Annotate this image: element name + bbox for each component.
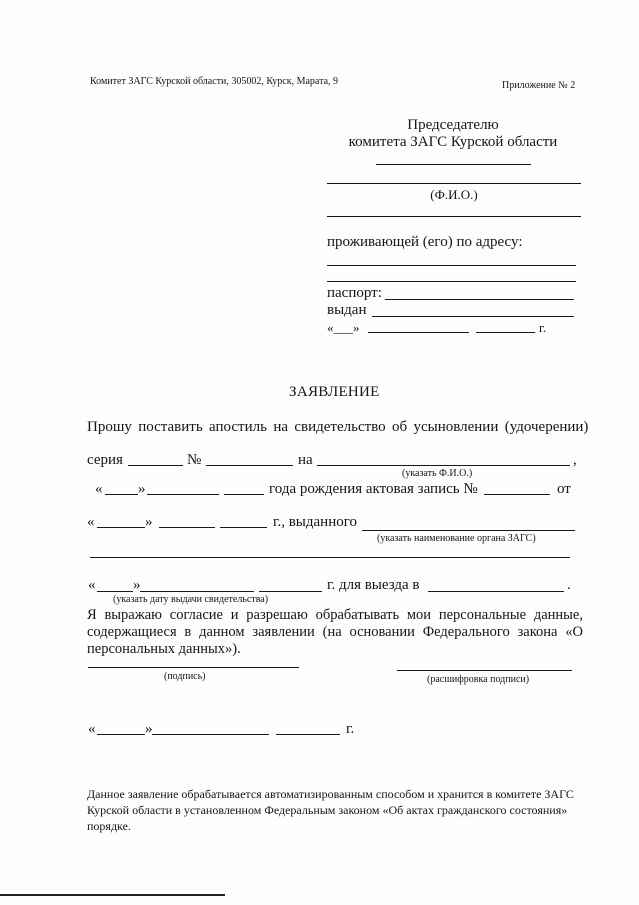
issue-day-field[interactable] bbox=[97, 591, 133, 592]
chairman-name-field[interactable] bbox=[376, 164, 531, 165]
passport-date-day: «___» bbox=[327, 320, 360, 335]
signature-caption: (подпись) bbox=[164, 671, 206, 682]
record-day-field[interactable] bbox=[97, 527, 145, 528]
scan-edge-line bbox=[0, 894, 225, 896]
series-field[interactable] bbox=[128, 465, 183, 466]
travel-text: г. для выезда в bbox=[327, 577, 420, 593]
fio-caption: (Ф.И.О.) bbox=[430, 187, 478, 202]
passport-date-year-field[interactable] bbox=[476, 332, 535, 333]
request-text: Прошу поставить апостиль на свидетельство об усыновлении (удочерении) bbox=[87, 419, 589, 435]
record-month-field[interactable] bbox=[159, 527, 215, 528]
issue-date-close: » bbox=[133, 577, 141, 593]
birth-year-field[interactable] bbox=[224, 494, 264, 495]
issue-date-hint: (указать дату выдачи свидетельства) bbox=[113, 594, 269, 605]
passport-year-suffix: г. bbox=[539, 320, 547, 335]
issued-label: выдан bbox=[327, 302, 367, 318]
address-field-1[interactable] bbox=[327, 265, 576, 266]
record-date-close: » bbox=[145, 514, 153, 530]
applicant-fio-field-2[interactable] bbox=[327, 216, 581, 217]
consent-text: Я выражаю согласие и разрешаю обрабатывать мои персональные данные, содержащиеся в данном заявлении (на основании Федерального закона «О персональных данных»). bbox=[87, 607, 583, 657]
processing-note: Данное заявление обрабатывается автоматизированным способом и хранится в комитете ЗАГС Курской области в установленном Федеральным законом «Об актах гражданского состояния» порядке. bbox=[87, 787, 574, 833]
sign-month-field[interactable] bbox=[152, 734, 269, 735]
period: . bbox=[567, 577, 571, 593]
birth-year-text: года рождения актовая запись № bbox=[269, 481, 478, 497]
issue-date-open: « bbox=[88, 577, 96, 593]
record-number-field[interactable] bbox=[484, 494, 550, 495]
child-fio-field[interactable] bbox=[317, 465, 570, 466]
number-sign: № bbox=[187, 452, 202, 468]
signature-decode-caption: (расшифровка подписи) bbox=[427, 674, 530, 685]
registry-organ-field[interactable] bbox=[362, 530, 575, 531]
sign-year-field[interactable] bbox=[276, 734, 340, 735]
signature-field[interactable] bbox=[88, 667, 299, 668]
issue-year-field[interactable] bbox=[259, 591, 322, 592]
passport-date-month-field[interactable] bbox=[368, 332, 469, 333]
birth-date-close: » bbox=[138, 481, 146, 497]
addressee-line-1: Председателю bbox=[407, 117, 499, 133]
signature-decode-field[interactable] bbox=[397, 670, 572, 671]
comma: , bbox=[573, 452, 577, 468]
certificate-number-field[interactable] bbox=[206, 465, 293, 466]
on-label: на bbox=[298, 452, 313, 468]
sign-year-suffix: г. bbox=[346, 721, 355, 737]
organization-address: Комитет ЗАГС Курской области, 305002, Курск, Марата, 9 bbox=[90, 76, 339, 87]
address-label: проживающей (его) по адресу: bbox=[327, 234, 523, 250]
record-date-open: « bbox=[87, 514, 95, 530]
from-label: от bbox=[557, 481, 571, 497]
birth-day-field[interactable] bbox=[105, 494, 138, 495]
birth-month-field[interactable] bbox=[147, 494, 219, 495]
document-title: ЗАЯВЛЕНИЕ bbox=[289, 384, 380, 400]
sign-date-open: « bbox=[88, 721, 96, 737]
applicant-fio-field[interactable] bbox=[327, 183, 581, 184]
destination-country-field[interactable] bbox=[428, 591, 564, 592]
issued-by-field[interactable] bbox=[372, 316, 574, 317]
address-field-2[interactable] bbox=[327, 281, 576, 282]
addressee-line-2: комитета ЗАГС Курской области bbox=[348, 134, 558, 150]
passport-label: паспорт: bbox=[327, 285, 382, 301]
organ-hint: (указать наименование органа ЗАГС) bbox=[377, 533, 536, 544]
issued-by-text: г., выданного bbox=[273, 514, 357, 530]
sign-day-field[interactable] bbox=[97, 734, 145, 735]
passport-field[interactable] bbox=[385, 299, 574, 300]
appendix-label: Приложение № 2 bbox=[502, 80, 576, 91]
series-label: серия bbox=[87, 452, 123, 468]
record-year-field[interactable] bbox=[220, 527, 267, 528]
sign-date-close: » bbox=[145, 721, 153, 737]
birth-date-open: « bbox=[95, 481, 103, 497]
registry-organ-field-2[interactable] bbox=[90, 557, 570, 558]
fio-hint: (указать Ф.И.О.) bbox=[402, 468, 473, 479]
issue-month-field[interactable] bbox=[140, 591, 254, 592]
